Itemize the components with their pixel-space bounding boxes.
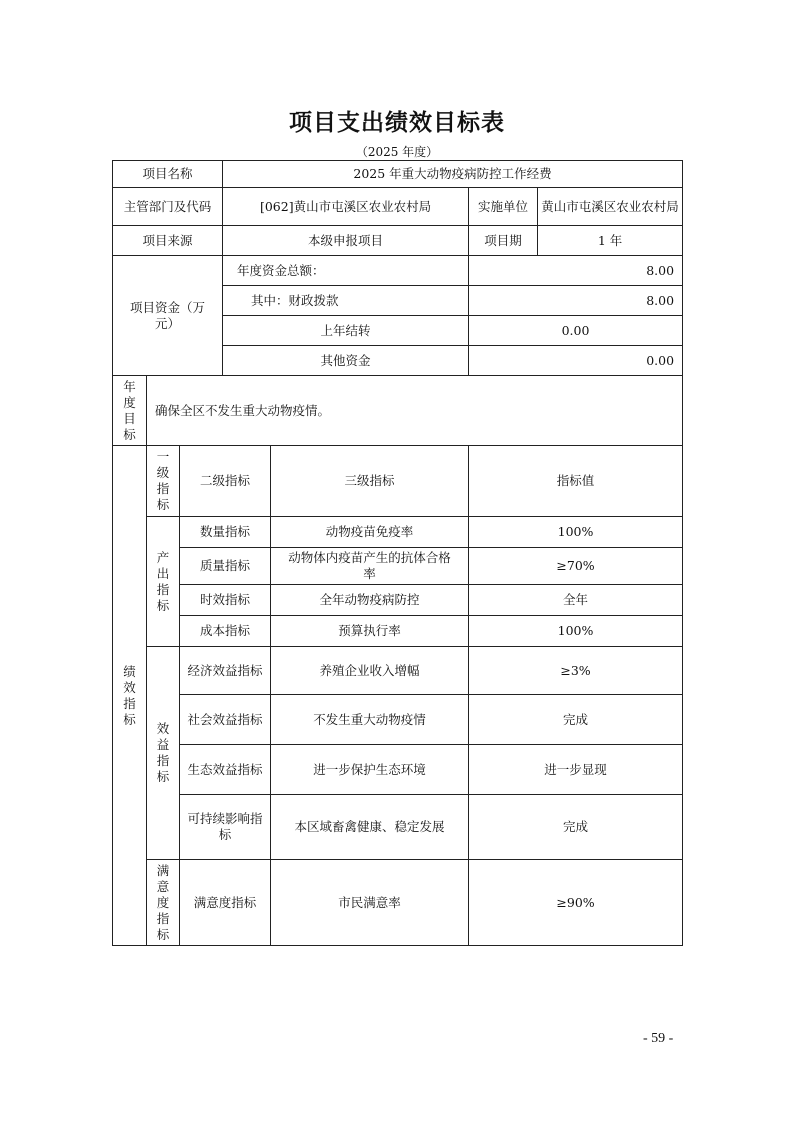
source-label: 项目来源 bbox=[113, 226, 223, 256]
level2-cell: 经济效益指标 bbox=[180, 647, 271, 695]
table-row bbox=[113, 188, 683, 226]
value-cell: 100% bbox=[469, 616, 683, 647]
fund-item-value: 8.00 bbox=[469, 256, 683, 286]
header-level3: 三级指标 bbox=[271, 446, 469, 517]
table-row bbox=[113, 161, 683, 188]
page-number: - 59 - bbox=[643, 1031, 674, 1046]
table-row bbox=[113, 376, 683, 446]
impl-value: 黄山市屯溪区农业农村局 bbox=[538, 188, 683, 226]
level3-cell: 本区域畜禽健康、稳定发展 bbox=[271, 795, 469, 860]
header-level2: 二级指标 bbox=[180, 446, 271, 517]
output-label: 产出指标 bbox=[147, 517, 180, 647]
level3-cell: 预算执行率 bbox=[271, 616, 469, 647]
project-name-value: 2025 年重大动物疫病防控工作经费 bbox=[223, 161, 683, 188]
level2-cell: 质量指标 bbox=[180, 548, 271, 585]
project-name-label: 项目名称 bbox=[113, 161, 223, 188]
level3-cell: 进一步保护生态环境 bbox=[271, 745, 469, 795]
level3-cell: 动物体内疫苗产生的抗体合格率 bbox=[271, 548, 469, 585]
level2-cell: 数量指标 bbox=[180, 517, 271, 548]
fund-item-value: 0.00 bbox=[469, 346, 683, 376]
source-value: 本级申报项目 bbox=[223, 226, 469, 256]
value-cell: ≥90% bbox=[469, 860, 683, 946]
performance-target-table bbox=[112, 160, 683, 946]
value-cell: ≥3% bbox=[469, 647, 683, 695]
value-cell: 完成 bbox=[469, 695, 683, 745]
value-cell: 全年 bbox=[469, 585, 683, 616]
table-row bbox=[113, 517, 683, 548]
level2-cell: 生态效益指标 bbox=[180, 745, 271, 795]
table-row bbox=[113, 548, 683, 585]
perf-label: 绩效指标 bbox=[113, 446, 147, 946]
table-row bbox=[113, 695, 683, 745]
value-cell: 完成 bbox=[469, 795, 683, 860]
year-label: （2025 年度） bbox=[355, 145, 439, 159]
table-row bbox=[113, 226, 683, 256]
value-cell: 进一步显现 bbox=[469, 745, 683, 795]
header-level1: 一级指标 bbox=[147, 446, 180, 517]
table-row bbox=[113, 256, 683, 286]
level3-cell: 全年动物疫病防控 bbox=[271, 585, 469, 616]
header-value: 指标值 bbox=[469, 446, 683, 517]
level3-cell: 动物疫苗免疫率 bbox=[271, 517, 469, 548]
table-row bbox=[113, 860, 683, 946]
impl-label: 实施单位 bbox=[469, 188, 538, 226]
table-row bbox=[113, 446, 683, 517]
table-row bbox=[113, 647, 683, 695]
level3-cell: 市民满意率 bbox=[271, 860, 469, 946]
level2-cell: 可持续影响指标 bbox=[180, 795, 271, 860]
level2-cell: 满意度指标 bbox=[180, 860, 271, 946]
level2-cell: 社会效益指标 bbox=[180, 695, 271, 745]
fund-item-label: 年度资金总额： bbox=[223, 256, 469, 286]
table-row bbox=[113, 795, 683, 860]
level3-cell: 养殖企业收入增幅 bbox=[271, 647, 469, 695]
fund-item-label: 上年结转 bbox=[223, 316, 469, 346]
level3-cell: 不发生重大动物疫情 bbox=[271, 695, 469, 745]
dept-label: 主管部门及代码 bbox=[113, 188, 223, 226]
table-row bbox=[113, 616, 683, 647]
period-label: 项目期 bbox=[469, 226, 538, 256]
fund-item-value: 8.00 bbox=[469, 286, 683, 316]
fund-label: 项目资金（万元） bbox=[113, 256, 223, 376]
annual-goal-label: 年度目标 bbox=[113, 376, 147, 446]
fund-item-label: 其他资金 bbox=[223, 346, 469, 376]
dept-value: [062]黄山市屯溪区农业农村局 bbox=[223, 188, 469, 226]
level2-cell: 成本指标 bbox=[180, 616, 271, 647]
value-cell: 100% bbox=[469, 517, 683, 548]
fund-item-label: 其中：财政拨款 bbox=[223, 286, 469, 316]
fund-item-value: 0.00 bbox=[469, 316, 683, 346]
period-value: 1 年 bbox=[538, 226, 683, 256]
satisfaction-label: 满意度指标 bbox=[147, 860, 180, 946]
level2-cell: 时效指标 bbox=[180, 585, 271, 616]
annual-goal-text: 确保全区不发生重大动物疫情。 bbox=[147, 376, 683, 446]
table-row bbox=[113, 585, 683, 616]
page-title: 项目支出绩效目标表 bbox=[289, 110, 505, 136]
value-cell: ≥70% bbox=[469, 548, 683, 585]
benefit-label: 效益指标 bbox=[147, 647, 180, 860]
table-row bbox=[113, 745, 683, 795]
